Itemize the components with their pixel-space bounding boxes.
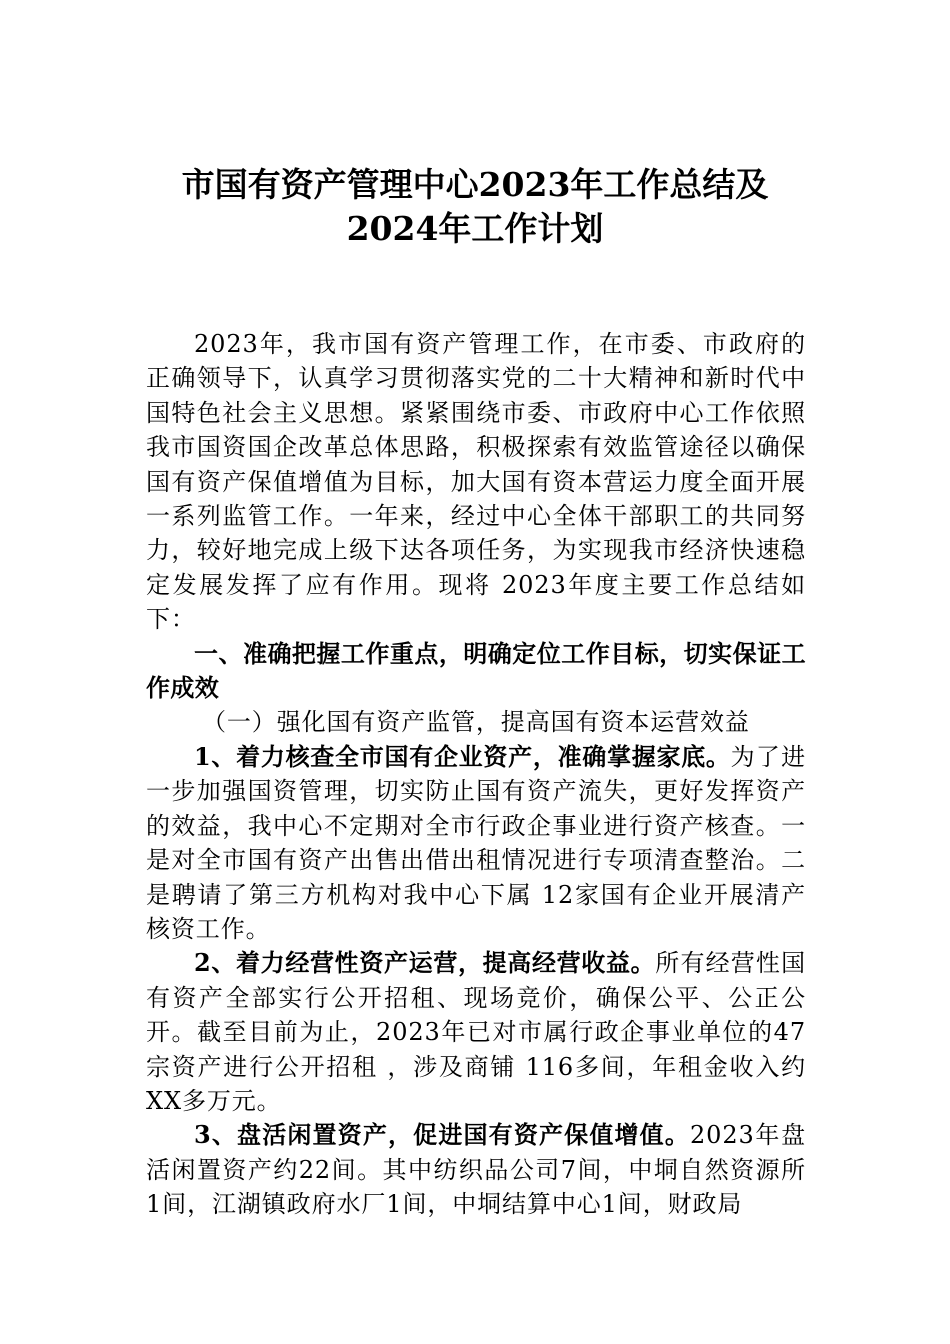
item-2-text: 所有经营性国有资产全部实行公开招租、现场竞价，确保公平、公正公开。截至目前为止，2023年已对市属行政企事业单位的47宗资产进行公开招租 ，涉及商铺 116多间，年租金收入约XX多万元。 [146,949,806,1115]
item-1-text: 为了进一步加强国资管理，切实防止国有资产流失，更好发挥资产的效益，我中心不定期对全市行政企事业进行资产核查。一是对全市国有资产出售出借出租情况进行专项清查整治。二是聘请了第三方机构对我中心下属 12家国有企业开展清产核资工作。 [146,742,807,943]
item-1-lead: 1、着力核查全市国有企业资产，准确掌握家底。 [194,741,731,771]
subsection-1-heading: （一）强化国有资产监管，提高国有资本运营效益 [202,708,750,737]
item-3-text: 2023年盘活闲置资产约22间。其中纺织品公司7间，中垌自然资源所1间，江湖镇政府水厂1间，中垌结算中心1间，财政局 [146,1121,806,1219]
document-title-line-1: 市国有资产管理中心2023年工作总结及 [181,165,769,204]
document-title-line-2: 2024年工作计划 [346,209,604,248]
intro-paragraph: 2023年，我市国有资产管理工作，在市委、市政府的正确领导下，认真学习贯彻落实党的二十大精神和新时代中国特色社会主义思想。紧紧围绕市委、市政府中心工作依照我市国资国企改革总体思路，积极探索有效监管途径以确保国有资产保值增值为目标，加大国有资本营运力度全面开展一系列监管工作。一年来，经过中心全体干部职工的共同努力，较好地完成上级下达各项任务，为实现我市经济快速稳定发展发挥了应有作用。现将 2023年度主要工作总结如下： [146,330,806,634]
item-2-lead: 2、着力经营性资产运营，提高经营收益。 [194,948,656,978]
item-2-paragraph [146,946,806,1118]
item-3-paragraph [146,1118,806,1221]
item-3-lead: 3、盘活闲置资产，促进国有资产保值增值。 [194,1120,690,1150]
section-1-heading: 一、准确把握工作重点，明确定位工作目标，切实保证工作成效 [146,638,806,703]
item-1-paragraph [146,740,806,946]
document-body [146,327,806,1222]
